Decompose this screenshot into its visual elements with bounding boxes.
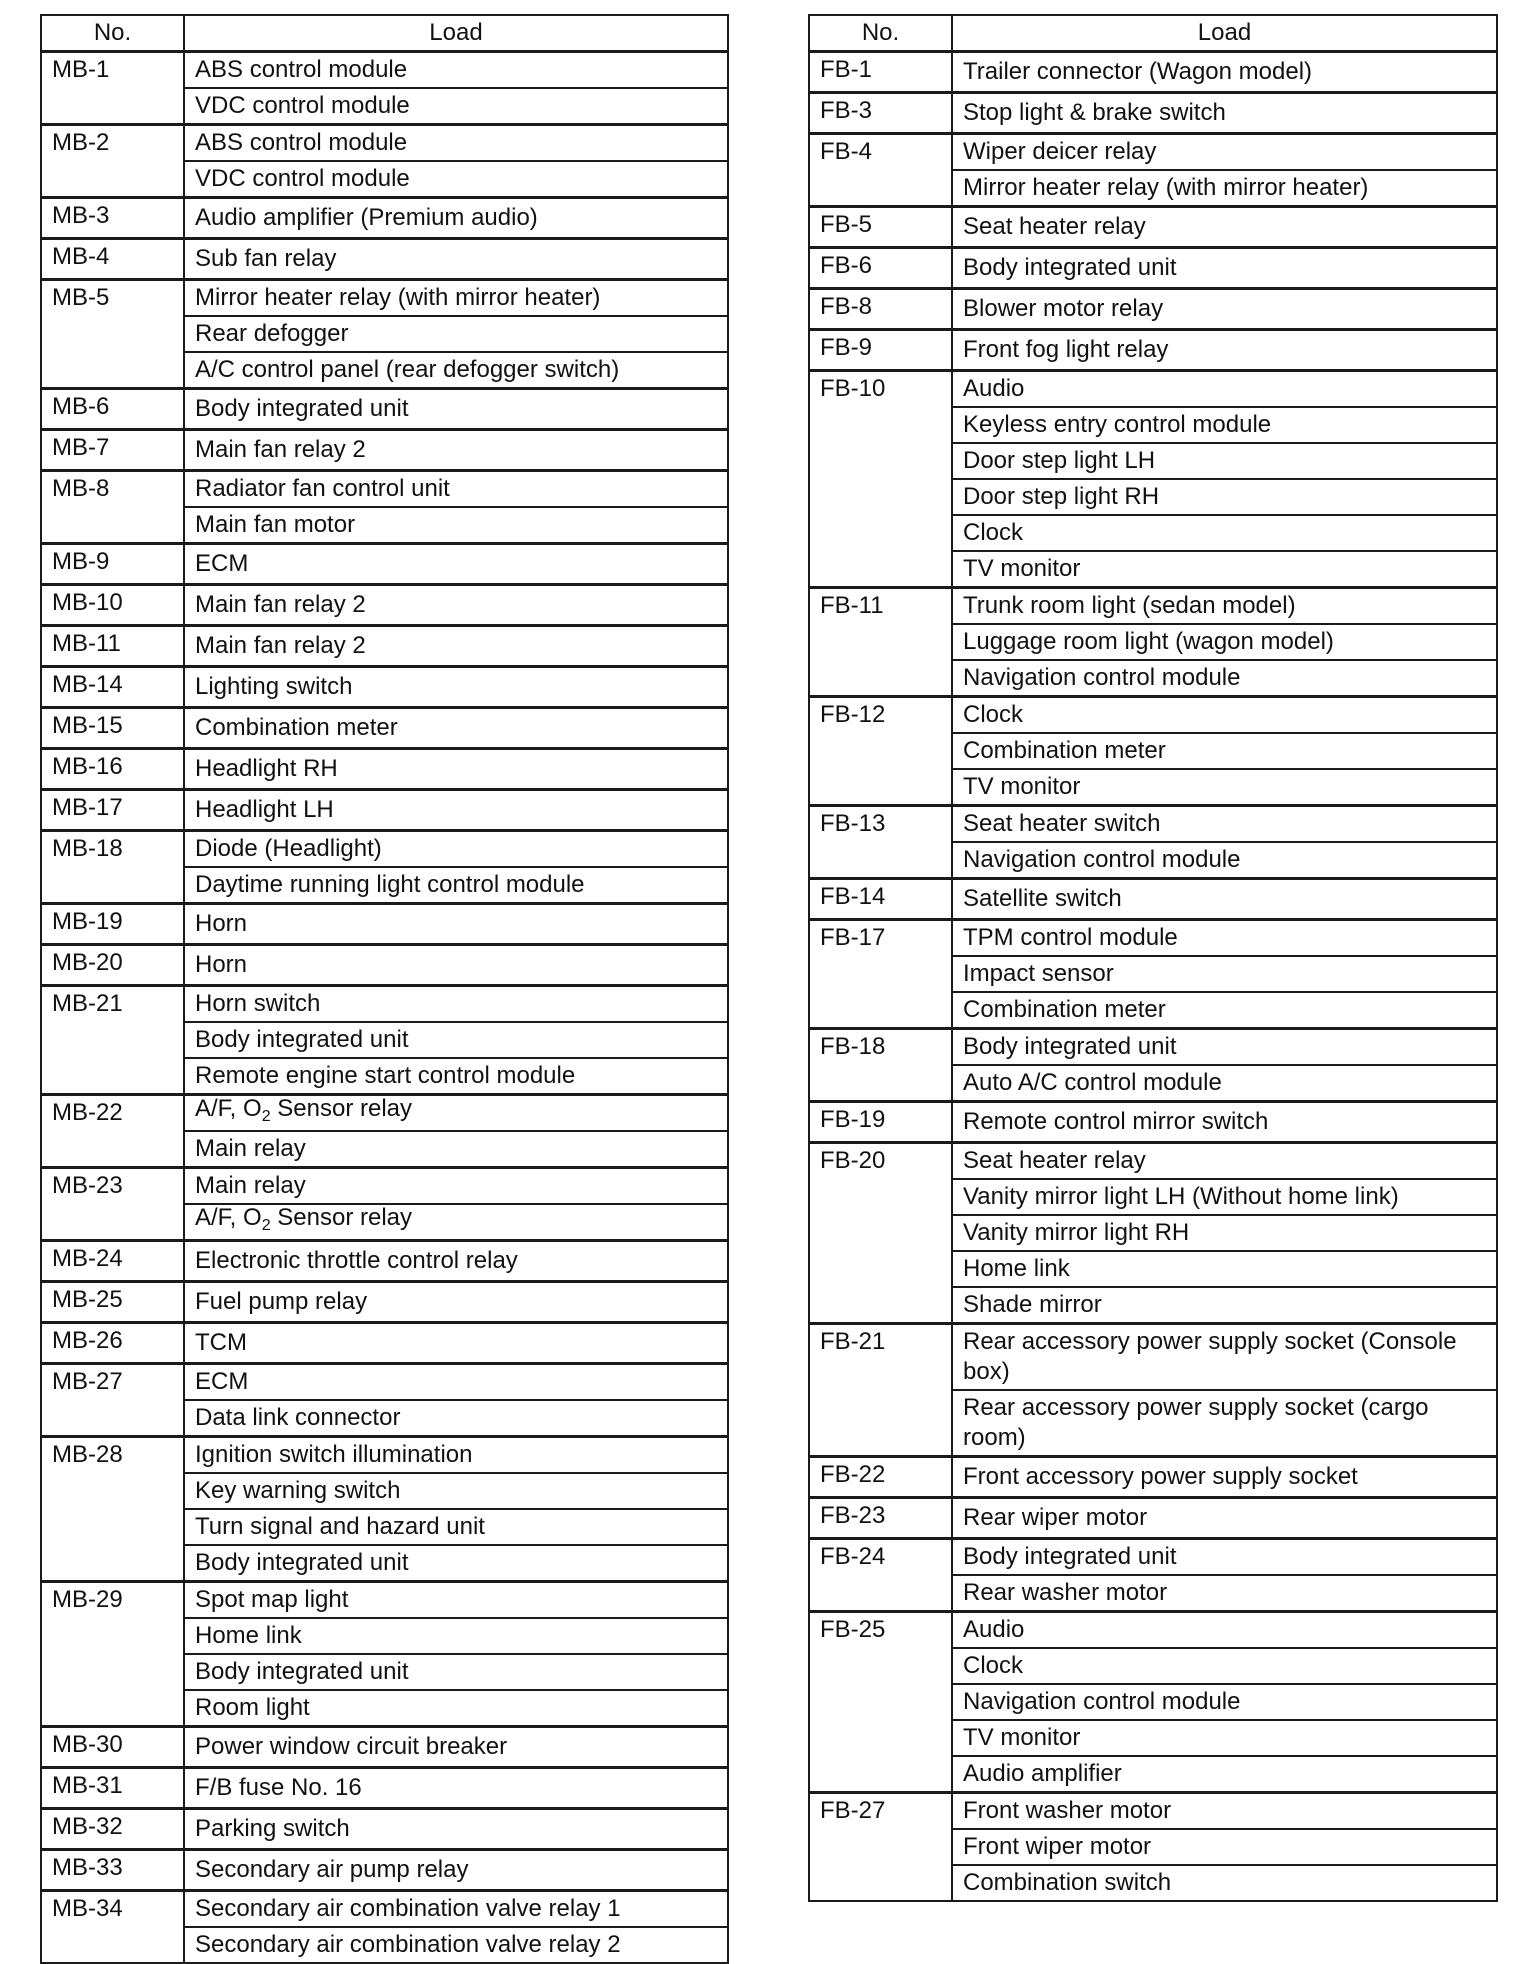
load-cell: Audio amplifier bbox=[952, 1756, 1497, 1793]
load-cell: Wiper deicer relay bbox=[952, 134, 1497, 171]
fuse-number-cell: FB-10 bbox=[809, 371, 952, 588]
table-row bbox=[809, 1498, 1497, 1539]
load-cell: Combination switch bbox=[952, 1865, 1497, 1901]
load-cell: Key warning switch bbox=[184, 1473, 728, 1509]
table-row bbox=[41, 280, 728, 317]
load-cell: Home link bbox=[952, 1251, 1497, 1287]
load-cell: Shade mirror bbox=[952, 1287, 1497, 1324]
fuse-number-cell: MB-10 bbox=[41, 585, 184, 626]
load-cell: Rear accessory power supply socket (cargo room) bbox=[952, 1390, 1497, 1457]
load-cell: Daytime running light control module bbox=[184, 867, 728, 904]
load-cell: TCM bbox=[184, 1323, 728, 1364]
load-cell: Audio bbox=[952, 1612, 1497, 1649]
load-cell: Body integrated unit bbox=[184, 1545, 728, 1582]
load-cell: Main relay bbox=[184, 1131, 728, 1168]
load-cell: Auto A/C control module bbox=[952, 1065, 1497, 1102]
fuse-number-cell: FB-20 bbox=[809, 1143, 952, 1324]
fuse-number-cell: MB-32 bbox=[41, 1809, 184, 1850]
table-row bbox=[41, 1241, 728, 1282]
fuse-number-cell: FB-22 bbox=[809, 1457, 952, 1498]
load-cell: Navigation control module bbox=[952, 1684, 1497, 1720]
table-row bbox=[41, 708, 728, 749]
load-cell: Clock bbox=[952, 515, 1497, 551]
table-row bbox=[809, 207, 1497, 248]
table-row bbox=[809, 248, 1497, 289]
fb-fuse-rows bbox=[809, 52, 1497, 1902]
load-cell: Main relay bbox=[184, 1168, 728, 1205]
fuse-number-cell: MB-15 bbox=[41, 708, 184, 749]
table-row bbox=[809, 1793, 1497, 1830]
fuse-number-cell: MB-28 bbox=[41, 1437, 184, 1582]
fuse-number-cell: MB-3 bbox=[41, 198, 184, 239]
load-cell: Trailer connector (Wagon model) bbox=[952, 52, 1497, 93]
table-row bbox=[41, 198, 728, 239]
mb-fuse-rows bbox=[41, 52, 728, 1964]
fuse-number-cell: MB-14 bbox=[41, 667, 184, 708]
table-row bbox=[41, 471, 728, 508]
load-cell: Sub fan relay bbox=[184, 239, 728, 280]
table-row bbox=[809, 289, 1497, 330]
load-cell: Home link bbox=[184, 1618, 728, 1654]
load-cell: Combination meter bbox=[952, 733, 1497, 769]
load-cell: Door step light LH bbox=[952, 443, 1497, 479]
load-cell: VDC control module bbox=[184, 161, 728, 198]
fuse-number-cell: MB-1 bbox=[41, 52, 184, 125]
table-row bbox=[809, 806, 1497, 843]
load-cell: Main fan relay 2 bbox=[184, 626, 728, 667]
fb-fuse-table bbox=[808, 14, 1498, 1902]
fuse-number-cell: MB-31 bbox=[41, 1768, 184, 1809]
load-cell: TV monitor bbox=[952, 769, 1497, 806]
table-row bbox=[41, 749, 728, 790]
load-cell: Seat heater switch bbox=[952, 806, 1497, 843]
fuse-number-cell: MB-25 bbox=[41, 1282, 184, 1323]
load-cell: Stop light & brake switch bbox=[952, 93, 1497, 134]
fuse-number-cell: MB-21 bbox=[41, 986, 184, 1095]
load-cell: ABS control module bbox=[184, 52, 728, 89]
table-row bbox=[809, 879, 1497, 920]
load-cell: Audio amplifier (Premium audio) bbox=[184, 198, 728, 239]
load-cell: Rear accessory power supply socket (Console box) bbox=[952, 1324, 1497, 1391]
fuse-number-cell: FB-27 bbox=[809, 1793, 952, 1902]
load-cell: TV monitor bbox=[952, 551, 1497, 588]
load-cell: Rear washer motor bbox=[952, 1575, 1497, 1612]
fuse-number-cell: MB-22 bbox=[41, 1095, 184, 1168]
load-cell: Blower motor relay bbox=[952, 289, 1497, 330]
table-row bbox=[809, 1143, 1497, 1180]
load-cell: TV monitor bbox=[952, 1720, 1497, 1756]
table-row bbox=[809, 1102, 1497, 1143]
table-row bbox=[809, 588, 1497, 625]
fuse-number-cell: MB-24 bbox=[41, 1241, 184, 1282]
fuse-number-cell: FB-9 bbox=[809, 330, 952, 371]
load-cell: A/C control panel (rear defogger switch) bbox=[184, 352, 728, 389]
table-row bbox=[41, 1582, 728, 1619]
table-row bbox=[41, 430, 728, 471]
fuse-number-cell: MB-18 bbox=[41, 831, 184, 904]
load-cell: Secondary air combination valve relay 1 bbox=[184, 1891, 728, 1928]
fuse-number-cell: FB-19 bbox=[809, 1102, 952, 1143]
load-cell: Body integrated unit bbox=[952, 1029, 1497, 1066]
load-cell: Rear defogger bbox=[184, 316, 728, 352]
fuse-number-cell: FB-17 bbox=[809, 920, 952, 1029]
table-row bbox=[41, 1727, 728, 1768]
load-cell: Main fan motor bbox=[184, 507, 728, 544]
fuse-number-cell: FB-13 bbox=[809, 806, 952, 879]
load-cell: F/B fuse No. 16 bbox=[184, 1768, 728, 1809]
mb-fuse-table bbox=[40, 14, 729, 1964]
load-cell: Room light bbox=[184, 1690, 728, 1727]
load-cell: Turn signal and hazard unit bbox=[184, 1509, 728, 1545]
fuse-number-cell: FB-8 bbox=[809, 289, 952, 330]
load-cell: Front fog light relay bbox=[952, 330, 1497, 371]
table-row bbox=[809, 920, 1497, 957]
fuse-number-cell: MB-4 bbox=[41, 239, 184, 280]
load-cell: Parking switch bbox=[184, 1809, 728, 1850]
fuse-number-cell: MB-33 bbox=[41, 1850, 184, 1891]
table-row bbox=[41, 389, 728, 430]
load-cell: Remote control mirror switch bbox=[952, 1102, 1497, 1143]
load-cell: Mirror heater relay (with mirror heater) bbox=[952, 170, 1497, 207]
load-cell: TPM control module bbox=[952, 920, 1497, 957]
load-cell: Radiator fan control unit bbox=[184, 471, 728, 508]
load-cell: Combination meter bbox=[952, 992, 1497, 1029]
load-cell: ECM bbox=[184, 1364, 728, 1401]
fuse-number-cell: MB-8 bbox=[41, 471, 184, 544]
fuse-number-cell: FB-11 bbox=[809, 588, 952, 697]
load-header: Load bbox=[952, 15, 1497, 52]
load-cell: Seat heater relay bbox=[952, 1143, 1497, 1180]
load-cell: Clock bbox=[952, 1648, 1497, 1684]
load-cell: Navigation control module bbox=[952, 660, 1497, 697]
table-row bbox=[809, 697, 1497, 734]
table-row bbox=[41, 626, 728, 667]
load-cell: Navigation control module bbox=[952, 842, 1497, 879]
load-cell: Main fan relay 2 bbox=[184, 585, 728, 626]
load-cell: Front wiper motor bbox=[952, 1829, 1497, 1865]
table-row bbox=[809, 371, 1497, 408]
load-cell: Body integrated unit bbox=[952, 248, 1497, 289]
load-cell: Audio bbox=[952, 371, 1497, 408]
table-row bbox=[41, 1809, 728, 1850]
load-cell: Door step light RH bbox=[952, 479, 1497, 515]
fuse-number-cell: MB-23 bbox=[41, 1168, 184, 1241]
table-row bbox=[809, 52, 1497, 93]
fuse-number-cell: FB-24 bbox=[809, 1539, 952, 1612]
fuse-number-cell: FB-4 bbox=[809, 134, 952, 207]
table-row bbox=[41, 1768, 728, 1809]
no-header: No. bbox=[41, 15, 184, 52]
fuse-number-cell: MB-17 bbox=[41, 790, 184, 831]
load-cell: Secondary air combination valve relay 2 bbox=[184, 1927, 728, 1963]
load-cell: Main fan relay 2 bbox=[184, 430, 728, 471]
table-row bbox=[41, 1850, 728, 1891]
load-cell: Body integrated unit bbox=[184, 1654, 728, 1690]
load-header: Load bbox=[184, 15, 728, 52]
fuse-number-cell: MB-7 bbox=[41, 430, 184, 471]
fuse-number-cell: MB-9 bbox=[41, 544, 184, 585]
fuse-number-cell: MB-20 bbox=[41, 945, 184, 986]
load-cell: Seat heater relay bbox=[952, 207, 1497, 248]
load-cell: Body integrated unit bbox=[184, 389, 728, 430]
load-cell: Ignition switch illumination bbox=[184, 1437, 728, 1474]
load-cell: Horn bbox=[184, 904, 728, 945]
fuse-number-cell: FB-23 bbox=[809, 1498, 952, 1539]
header-row bbox=[809, 15, 1497, 52]
load-cell: Impact sensor bbox=[952, 956, 1497, 992]
table-row bbox=[41, 986, 728, 1023]
fuse-number-cell: MB-16 bbox=[41, 749, 184, 790]
load-cell: Spot map light bbox=[184, 1582, 728, 1619]
load-cell: Front washer motor bbox=[952, 1793, 1497, 1830]
fuse-number-cell: MB-11 bbox=[41, 626, 184, 667]
load-cell: Headlight LH bbox=[184, 790, 728, 831]
table-row bbox=[41, 1168, 728, 1205]
load-cell: Satellite switch bbox=[952, 879, 1497, 920]
fuse-number-cell: FB-6 bbox=[809, 248, 952, 289]
load-cell: ABS control module bbox=[184, 125, 728, 162]
load-cell: Electronic throttle control relay bbox=[184, 1241, 728, 1282]
table-row bbox=[41, 790, 728, 831]
fuse-number-cell: FB-3 bbox=[809, 93, 952, 134]
table-row bbox=[41, 52, 728, 89]
table-row bbox=[41, 1323, 728, 1364]
load-cell: Fuel pump relay bbox=[184, 1282, 728, 1323]
fuse-number-cell: FB-18 bbox=[809, 1029, 952, 1102]
table-row bbox=[809, 134, 1497, 171]
load-cell: Headlight RH bbox=[184, 749, 728, 790]
load-cell: Horn bbox=[184, 945, 728, 986]
load-cell: Rear wiper motor bbox=[952, 1498, 1497, 1539]
load-cell: Power window circuit breaker bbox=[184, 1727, 728, 1768]
load-cell: Body integrated unit bbox=[184, 1022, 728, 1058]
fuse-number-cell: FB-12 bbox=[809, 697, 952, 806]
load-cell: A/F, $O_2$ Sensor relay bbox=[184, 1204, 728, 1241]
load-cell: Clock bbox=[952, 697, 1497, 734]
load-cell: Combination meter bbox=[184, 708, 728, 749]
table-row bbox=[41, 1891, 728, 1928]
load-cell: Remote engine start control module bbox=[184, 1058, 728, 1095]
load-cell: Diode (Headlight) bbox=[184, 831, 728, 868]
fuse-number-cell: FB-25 bbox=[809, 1612, 952, 1793]
fuse-number-cell: MB-30 bbox=[41, 1727, 184, 1768]
header-row bbox=[41, 15, 728, 52]
fuse-number-cell: FB-21 bbox=[809, 1324, 952, 1457]
table-row bbox=[41, 1364, 728, 1401]
fuse-number-cell: MB-26 bbox=[41, 1323, 184, 1364]
fuse-number-cell: MB-27 bbox=[41, 1364, 184, 1437]
no-header: No. bbox=[809, 15, 952, 52]
table-row bbox=[41, 667, 728, 708]
load-cell: Vanity mirror light RH bbox=[952, 1215, 1497, 1251]
load-cell: A/F, $O_2$ Sensor relay bbox=[184, 1095, 728, 1132]
table-row bbox=[41, 1437, 728, 1474]
fuse-number-cell: FB-5 bbox=[809, 207, 952, 248]
table-row bbox=[41, 239, 728, 280]
table-row bbox=[41, 125, 728, 162]
table-row bbox=[41, 544, 728, 585]
table-row bbox=[809, 1324, 1497, 1391]
fuse-number-cell: FB-14 bbox=[809, 879, 952, 920]
load-cell: Front accessory power supply socket bbox=[952, 1457, 1497, 1498]
load-cell: Secondary air pump relay bbox=[184, 1850, 728, 1891]
load-cell: Mirror heater relay (with mirror heater) bbox=[184, 280, 728, 317]
load-cell: Horn switch bbox=[184, 986, 728, 1023]
table-row bbox=[809, 1029, 1497, 1066]
load-cell: Lighting switch bbox=[184, 667, 728, 708]
load-cell: Keyless entry control module bbox=[952, 407, 1497, 443]
table-row bbox=[809, 1539, 1497, 1576]
fuse-number-cell: MB-34 bbox=[41, 1891, 184, 1964]
table-row bbox=[41, 904, 728, 945]
table-row bbox=[809, 1457, 1497, 1498]
table-row bbox=[41, 831, 728, 868]
fuse-number-cell: FB-1 bbox=[809, 52, 952, 93]
fuse-number-cell: MB-5 bbox=[41, 280, 184, 389]
table-row bbox=[809, 93, 1497, 134]
load-cell: Vanity mirror light LH (Without home link) bbox=[952, 1179, 1497, 1215]
table-row bbox=[41, 1282, 728, 1323]
fuse-number-cell: MB-6 bbox=[41, 389, 184, 430]
table-row bbox=[809, 1612, 1497, 1649]
table-row bbox=[809, 330, 1497, 371]
load-cell: Data link connector bbox=[184, 1400, 728, 1437]
load-cell: Trunk room light (sedan model) bbox=[952, 588, 1497, 625]
table-row bbox=[41, 945, 728, 986]
load-cell: VDC control module bbox=[184, 88, 728, 125]
fuse-number-cell: MB-19 bbox=[41, 904, 184, 945]
load-cell: Luggage room light (wagon model) bbox=[952, 624, 1497, 660]
load-cell: Body integrated unit bbox=[952, 1539, 1497, 1576]
fuse-number-cell: MB-29 bbox=[41, 1582, 184, 1727]
table-row bbox=[41, 1095, 728, 1132]
load-cell: ECM bbox=[184, 544, 728, 585]
fuse-number-cell: MB-2 bbox=[41, 125, 184, 198]
table-row bbox=[41, 585, 728, 626]
